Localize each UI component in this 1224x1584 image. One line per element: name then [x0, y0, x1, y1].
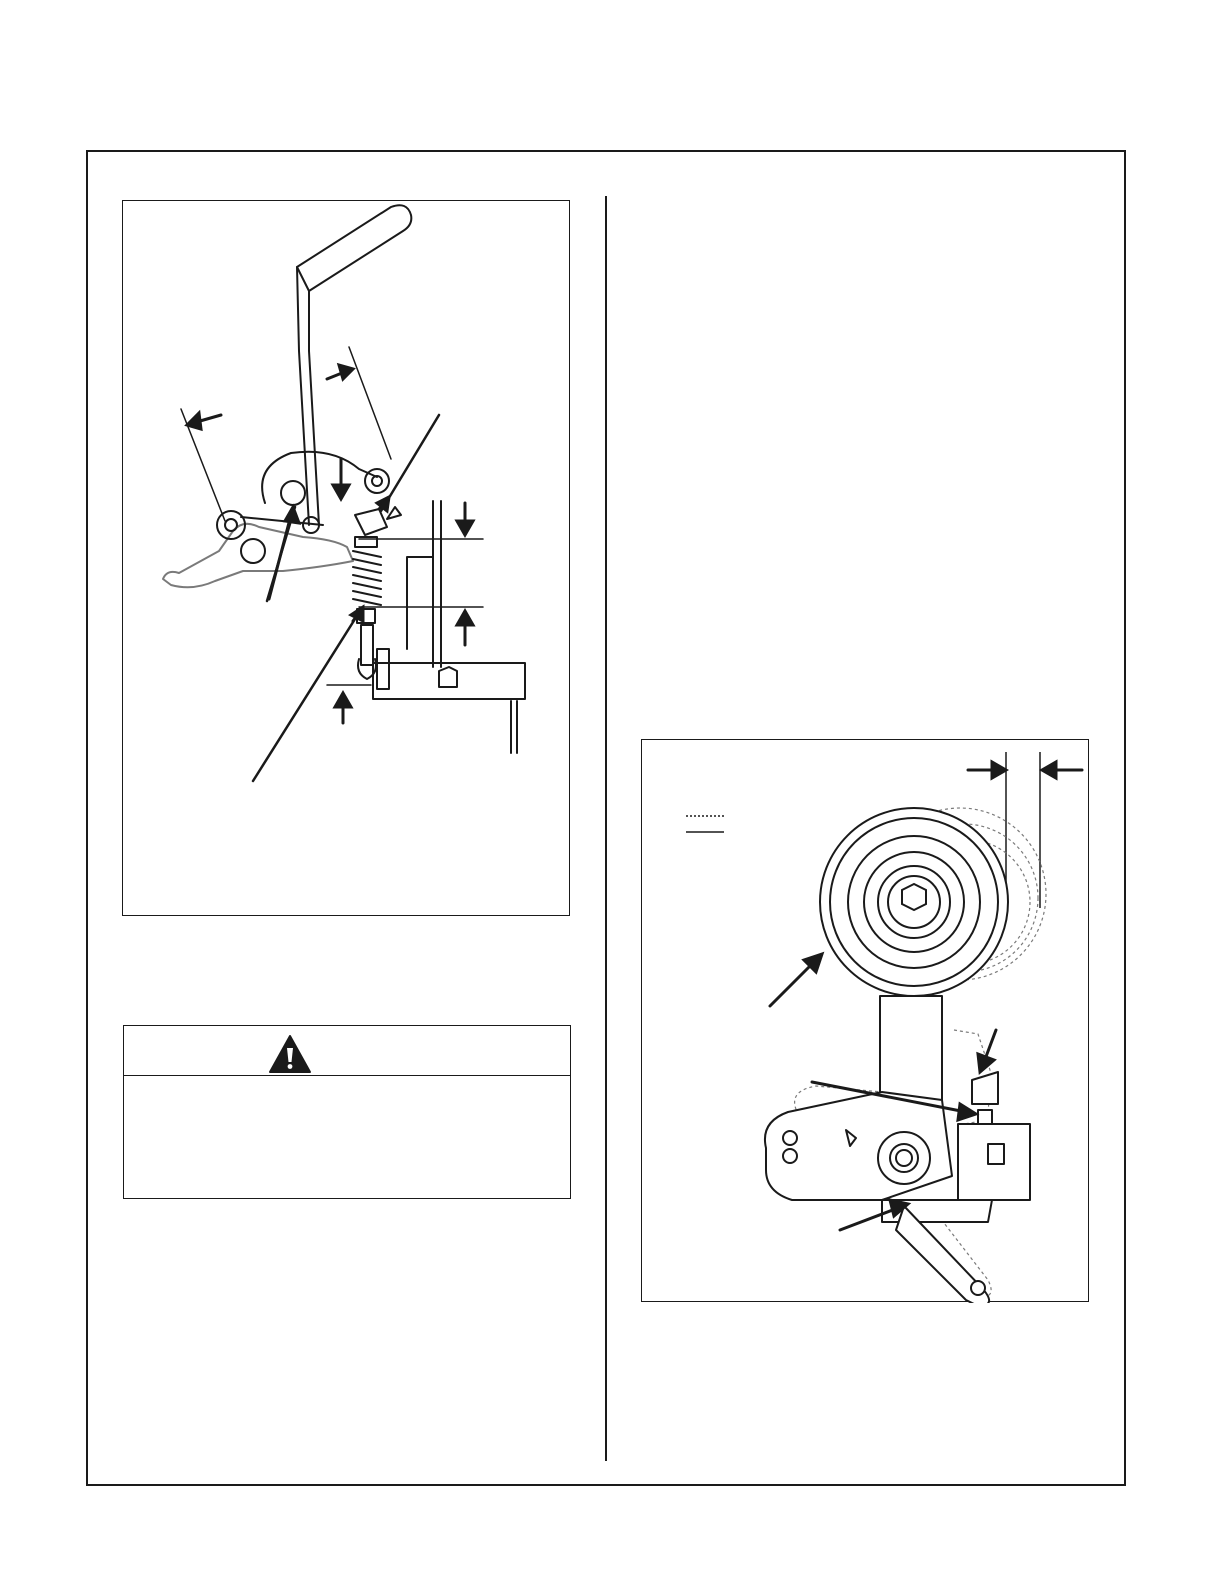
warning-box: [123, 1025, 571, 1199]
idler-pulley-illustration: [642, 740, 1090, 1303]
lever-spring-illustration: [123, 201, 571, 917]
column-divider: [605, 196, 607, 1461]
warning-header: [124, 1026, 570, 1076]
warning-triangle-icon: [268, 1034, 312, 1074]
idler-pulley-figure: [641, 739, 1089, 1302]
lever-spring-figure: [122, 200, 570, 916]
